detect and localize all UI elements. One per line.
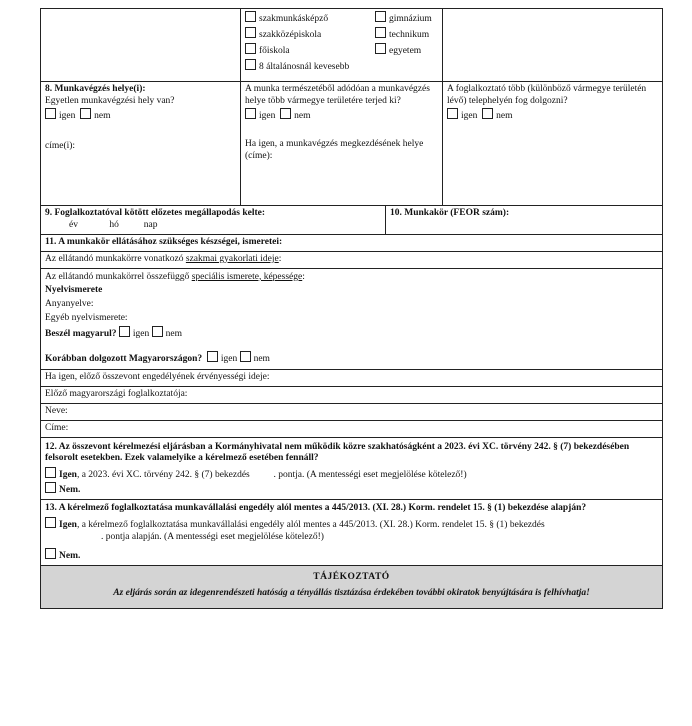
multi-county-no-label: nem (294, 110, 311, 121)
section-8-right (443, 82, 663, 206)
languages-heading: Nyelvismerete (45, 285, 103, 296)
checkbox-vocational[interactable] (245, 27, 256, 38)
date-month-label: hó (109, 219, 119, 230)
form-page (40, 8, 662, 609)
worked-hu-yes-label: igen (220, 354, 238, 365)
section-12 (41, 437, 663, 500)
s13-yes-label: Igen (59, 519, 77, 530)
practice-underlined: szakmai gyakorlati ideje (185, 253, 279, 264)
empty-cell-left (41, 9, 241, 82)
label-college: főiskola (259, 45, 290, 56)
sites-no-checkbox[interactable] (482, 108, 493, 119)
worked-hu-no-checkbox[interactable] (240, 351, 251, 362)
multi-county-yes-label: igen (259, 110, 276, 121)
s12-yes-text: , a 2023. évi XC. törvény 242. § (7) bekezdés . pontja. (A mentességi eset megjelölése kötelező!) (76, 470, 467, 481)
worked-hu-yes-checkbox[interactable] (207, 351, 218, 362)
checkbox-university[interactable] (375, 43, 386, 54)
practice-row (41, 251, 663, 268)
mother-tongue-label: Anyanyelve: (45, 299, 94, 310)
checkbox-technikum[interactable] (375, 27, 386, 38)
practice-prefix: Az ellátandó munkakörre vonatkozó (45, 253, 186, 264)
single-place-question: Egyetlen munkavégzési hely van? (45, 95, 175, 106)
employer-name-label: Neve: (41, 403, 663, 420)
single-place-yes-label: igen (59, 110, 76, 121)
sites-question: A foglalkoztató több (különböző vármegye területén lévő) telephelyén fog dolgozni? (447, 84, 647, 106)
single-place-no-checkbox[interactable] (80, 108, 91, 119)
start-place-label: Ha igen, a munkavégzés megkezdésének helye (címe): (245, 138, 424, 161)
s12-yes-label: Igen (59, 470, 77, 481)
special-prefix: Az ellátandó munkakörrel összefüggő (45, 271, 192, 282)
section-9-title: 9. Foglalkoztatóval kötött előzetes megállapodás kelte: (45, 208, 266, 218)
s12-yes-checkbox[interactable] (45, 467, 56, 478)
info-text: Az eljárás során az idegenrendészeti hatóság a tényállás tisztázása érdekében további okiratok benyújtására is felhívhatja! (113, 588, 590, 599)
multi-county-yes-checkbox[interactable] (245, 108, 256, 119)
hungarian-yes-checkbox[interactable] (119, 326, 130, 337)
prev-employer-label: Előző magyarországi foglalkoztatója: (41, 386, 663, 403)
info-title: TÁJÉKOZTATÓ (313, 571, 390, 582)
date-year-label: év (69, 219, 78, 230)
s13-yes-text2: . pontja alapján. (A mentességi eset megjelölése kötelező!) (101, 531, 324, 542)
section-13 (41, 500, 663, 566)
s13-no-label: Nem. (59, 550, 81, 561)
worked-hu-no-label: nem (253, 354, 270, 365)
section-10-title: 10. Munkakör (FEOR szám): (390, 208, 510, 218)
section-9 (41, 206, 386, 235)
section-8-middle (241, 82, 443, 206)
s12-no-label: Nem. (59, 485, 81, 496)
sites-yes-checkbox[interactable] (447, 108, 458, 119)
multi-county-no-checkbox[interactable] (280, 108, 291, 119)
label-vocational: szakközépiskola (259, 29, 322, 40)
hungarian-yes-label: igen (132, 328, 150, 339)
hungarian-no-label: nem (165, 328, 182, 339)
section-10 (386, 206, 663, 235)
special-underlined: speciális ismerete, képessége (191, 271, 303, 282)
s12-no-checkbox[interactable] (45, 482, 56, 493)
worked-hu-question: Korábban dolgozott Magyarországon? (45, 354, 203, 365)
single-place-no-label: nem (94, 110, 111, 121)
s13-yes-checkbox[interactable] (45, 517, 56, 528)
permit-validity-label: Ha igen, előző összevont engedélyének érvényességi ideje: (41, 370, 663, 387)
employer-address-label: Címe: (41, 420, 663, 437)
checkbox-college[interactable] (245, 43, 256, 54)
label-gimnazium: gimnázium (389, 14, 432, 24)
checkbox-gimnazium[interactable] (375, 11, 386, 22)
special-suffix: : (302, 271, 305, 282)
section-11-title: 11. A munkakör ellátásához szükséges készségei, ismeretei: (41, 234, 663, 251)
date-day-label: nap (143, 219, 158, 230)
address-label: címe(i): (45, 140, 76, 151)
section-12-title: 12. Az összevont kérelmezési eljárásban a Kormányhivatal nem működik közre szakhatóságként a 2023. évi XC. törvény 242. § (7) bekezdésében felsorolt esetekben. Ezek valamelyike a kérelmező esetében fennáll? (45, 441, 630, 464)
form-table (40, 8, 663, 609)
other-lang-label: Egyéb nyelvismerete: (45, 312, 128, 323)
multi-county-question: A munka természetéből adódóan a munkavégzés helye több vármegye területére terjed ki? (245, 84, 430, 106)
label-university: egyetem (389, 45, 422, 56)
section-13-title: 13. A kérelmező foglalkoztatása munkavállalási engedély alól mentes a 445/2013. (XI. 28.) Korm. rendelet 15. § (1) bekezdése alapján? (45, 503, 587, 514)
sites-no-label: nem (496, 110, 513, 121)
empty-cell-right (443, 9, 663, 82)
practice-suffix: : (278, 253, 282, 264)
hungarian-question: Beszél magyarul? (45, 328, 117, 339)
single-place-yes-checkbox[interactable] (45, 108, 56, 119)
s13-yes-text: , a kérelmező foglalkoztatása munkavállalási engedély alól mentes a 445/2013. (XI. 28.) Korm. rendelet 15. § (1) bekezdés (76, 519, 545, 530)
label-skilled: szakmunkásképző (259, 14, 329, 24)
school-options (241, 9, 443, 82)
label-below8: 8 általánosnál kevesebb (259, 61, 350, 72)
section-8-left (41, 82, 241, 206)
label-technikum: technikum (389, 29, 430, 40)
hungarian-no-checkbox[interactable] (152, 326, 163, 337)
checkbox-below8[interactable] (245, 59, 256, 70)
s13-no-checkbox[interactable] (45, 548, 56, 559)
info-box (41, 565, 663, 609)
sites-yes-label: igen (461, 110, 478, 121)
checkbox-skilled[interactable] (245, 11, 256, 22)
skills-block (41, 268, 663, 370)
section-8-title: 8. Munkavégzés helye(i): (45, 84, 146, 94)
